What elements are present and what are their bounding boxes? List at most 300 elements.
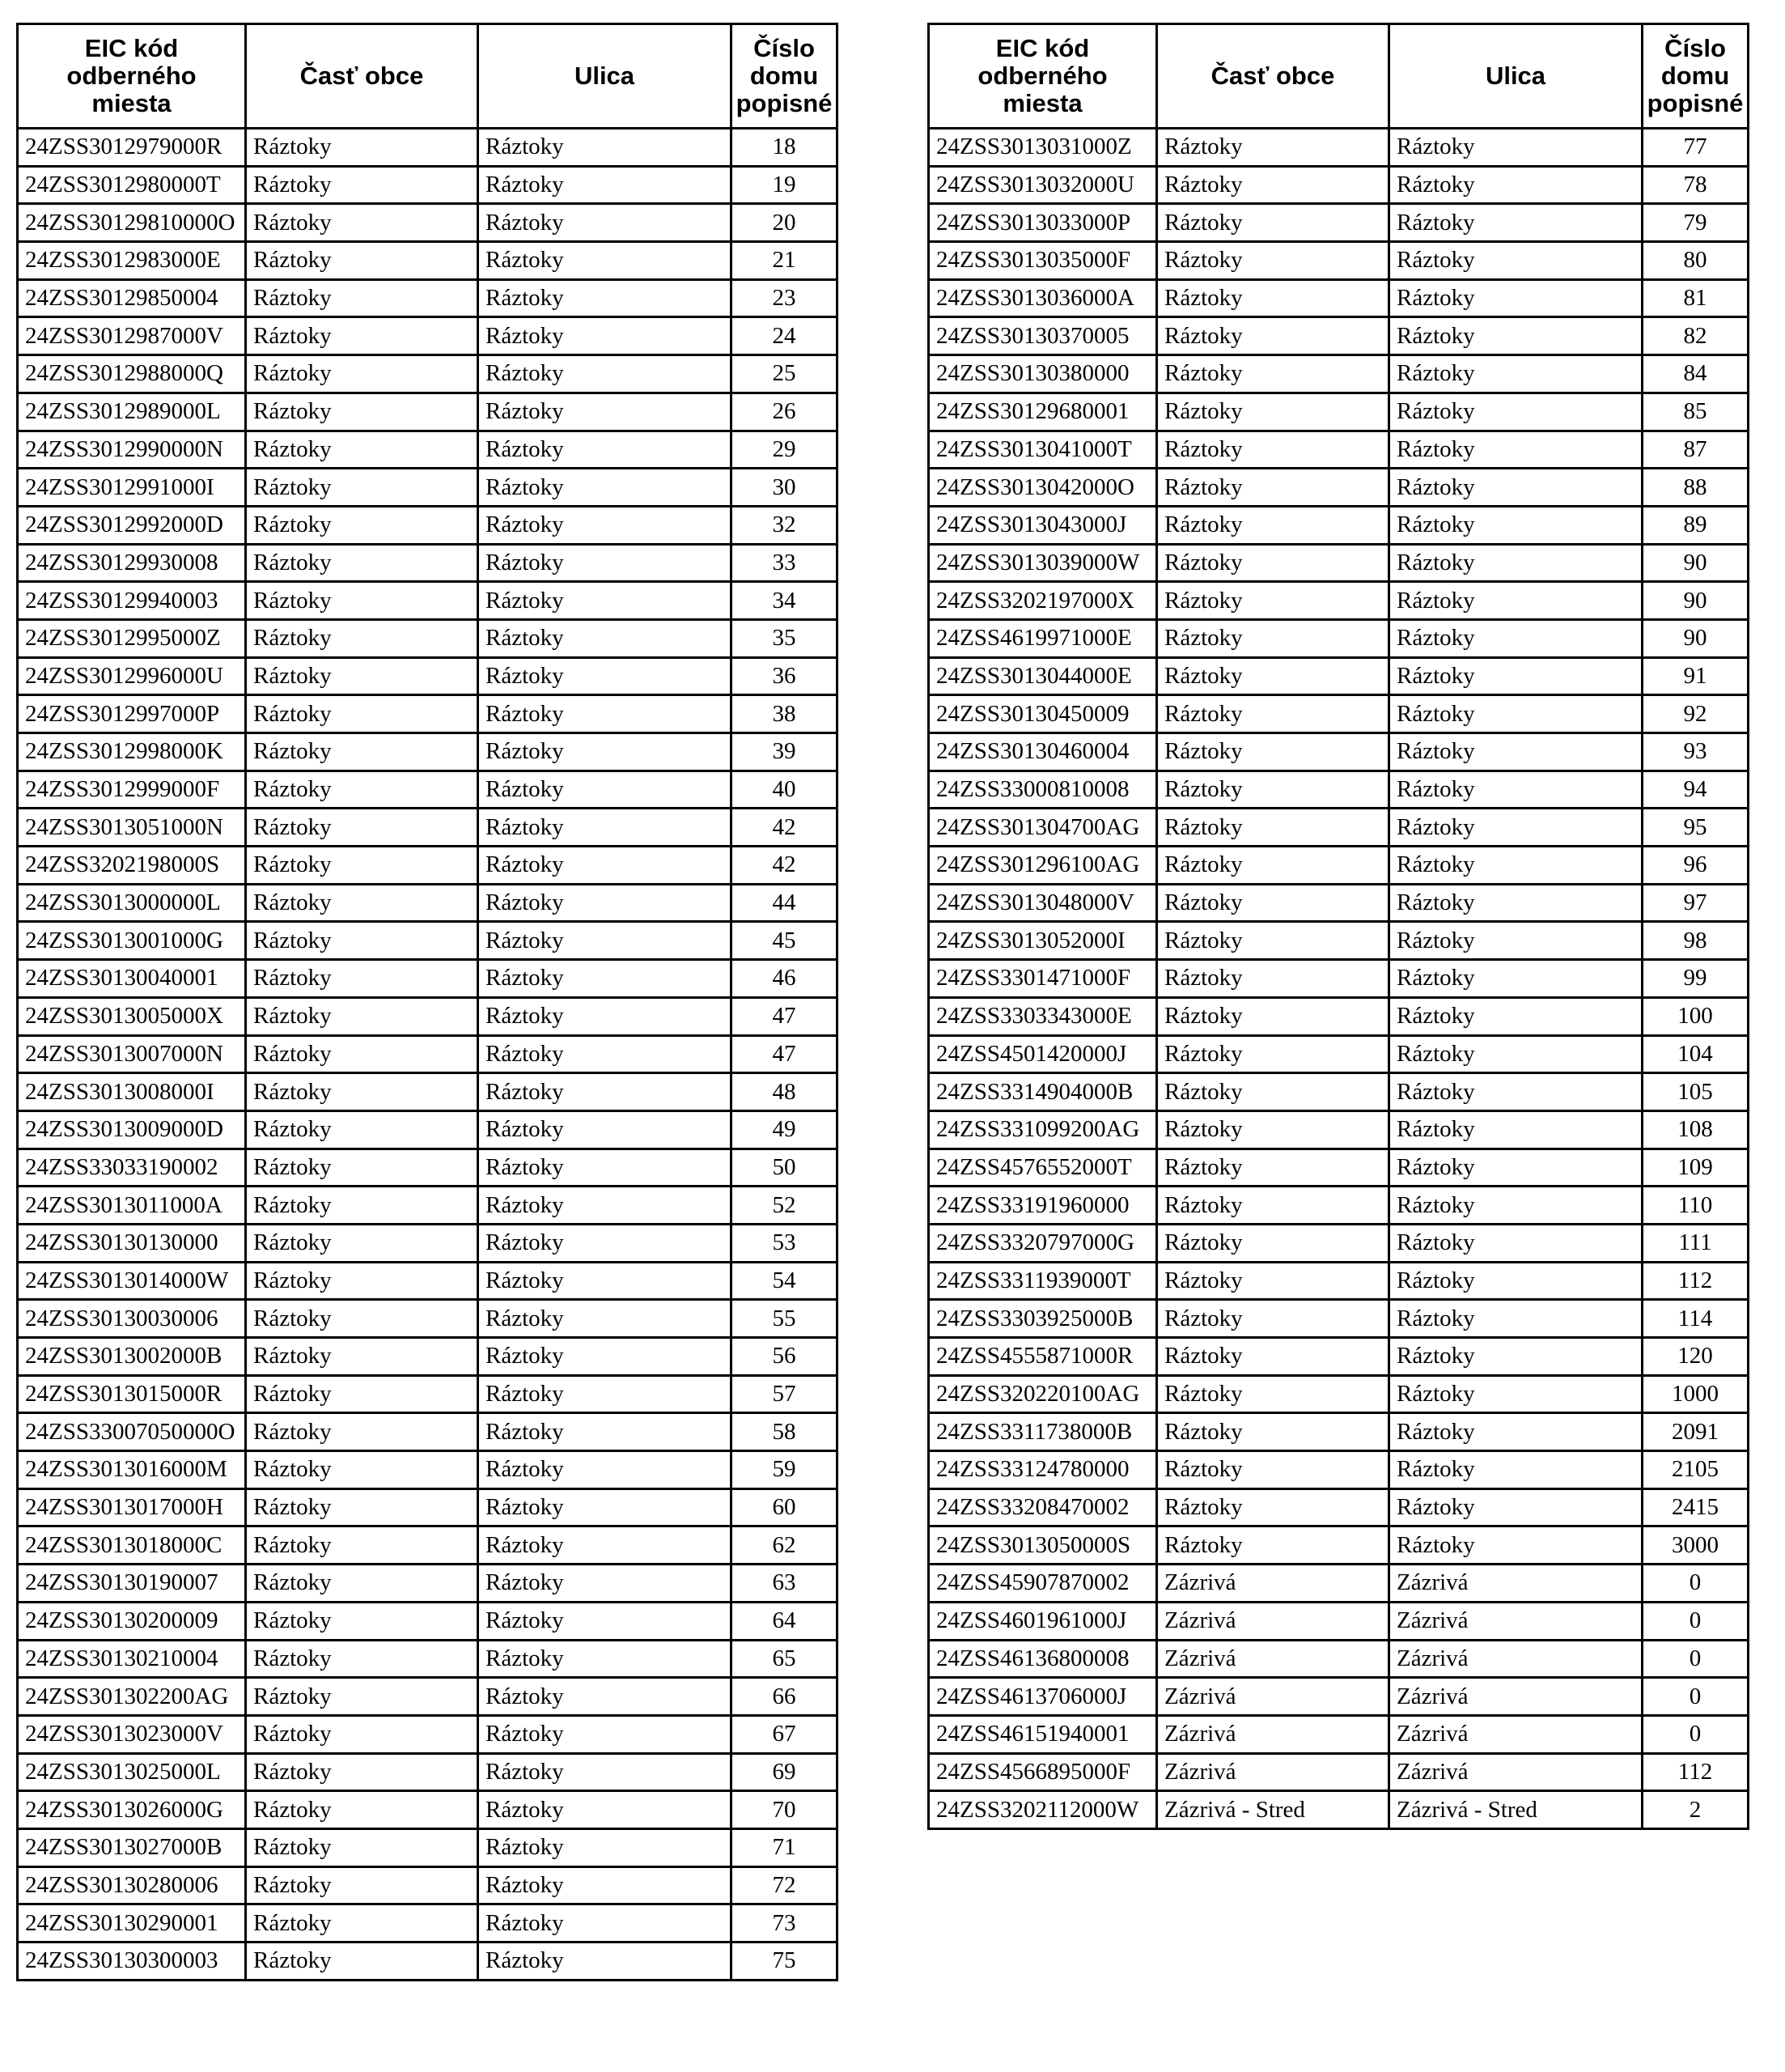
house-number-cell: 47 bbox=[731, 997, 837, 1035]
house-number-cell: 42 bbox=[731, 809, 837, 847]
eic-code-cell: 24ZSS3013018000C bbox=[18, 1526, 246, 1565]
header-part-of-town: Časť obce bbox=[1157, 24, 1389, 129]
part-of-town-cell: Ráztoky bbox=[1157, 695, 1389, 733]
street-cell: Ráztoky bbox=[1389, 619, 1643, 657]
part-of-town-cell: Zázrivá bbox=[1157, 1753, 1389, 1791]
house-number-cell: 114 bbox=[1643, 1300, 1749, 1338]
table-row bbox=[929, 1262, 1749, 1300]
eic-code-cell: 24ZSS30129680001 bbox=[929, 393, 1157, 431]
table-row bbox=[18, 355, 837, 393]
table-row bbox=[929, 279, 1749, 317]
street-cell: Ráztoky bbox=[1389, 317, 1643, 355]
street-cell: Ráztoky bbox=[1389, 1224, 1643, 1262]
eic-code-cell: 24ZSS3013033000P bbox=[929, 204, 1157, 242]
table-row bbox=[929, 1035, 1749, 1073]
house-number-cell: 29 bbox=[731, 431, 837, 469]
part-of-town-cell: Ráztoky bbox=[1157, 204, 1389, 242]
eic-code-cell: 24ZSS3013025000L bbox=[18, 1753, 246, 1791]
house-number-cell: 91 bbox=[1643, 657, 1749, 695]
house-number-cell: 36 bbox=[731, 657, 837, 695]
eic-code-cell: 24ZSS3013001000G bbox=[18, 922, 246, 960]
street-cell: Ráztoky bbox=[1389, 1149, 1643, 1187]
header-part-of-town: Časť obce bbox=[246, 24, 478, 129]
part-of-town-cell: Ráztoky bbox=[1157, 1338, 1389, 1376]
street-cell: Ráztoky bbox=[478, 695, 731, 733]
part-of-town-cell: Ráztoky bbox=[1157, 1488, 1389, 1526]
header-eic-code: EIC kód odberného miesta bbox=[929, 24, 1157, 129]
part-of-town-cell: Ráztoky bbox=[1157, 809, 1389, 847]
part-of-town-cell: Ráztoky bbox=[246, 733, 478, 771]
part-of-town-cell: Ráztoky bbox=[246, 1565, 478, 1603]
part-of-town-cell: Zázrivá bbox=[1157, 1602, 1389, 1640]
eic-code-cell: 24ZSS30130280006 bbox=[18, 1866, 246, 1904]
house-number-cell: 46 bbox=[731, 960, 837, 998]
house-number-cell: 3000 bbox=[1643, 1526, 1749, 1565]
eic-code-cell: 24ZSS3012979000R bbox=[18, 129, 246, 167]
house-number-cell: 44 bbox=[731, 884, 837, 922]
street-cell: Ráztoky bbox=[478, 1073, 731, 1111]
eic-code-cell: 24ZSS301302200AG bbox=[18, 1678, 246, 1716]
part-of-town-cell: Ráztoky bbox=[1157, 279, 1389, 317]
house-number-cell: 34 bbox=[731, 582, 837, 620]
eic-code-cell: 24ZSS30130370005 bbox=[929, 317, 1157, 355]
table-row bbox=[18, 922, 837, 960]
house-number-cell: 95 bbox=[1643, 809, 1749, 847]
part-of-town-cell: Ráztoky bbox=[246, 393, 478, 431]
eic-code-cell: 24ZSS3013032000U bbox=[929, 166, 1157, 204]
table-row bbox=[18, 1753, 837, 1791]
table-row bbox=[18, 1715, 837, 1753]
street-cell: Ráztoky bbox=[1389, 809, 1643, 847]
street-cell: Ráztoky bbox=[478, 1262, 731, 1300]
eic-code-cell: 24ZSS3013043000J bbox=[929, 506, 1157, 544]
house-number-cell: 73 bbox=[731, 1904, 837, 1942]
part-of-town-cell: Ráztoky bbox=[1157, 1073, 1389, 1111]
street-cell: Ráztoky bbox=[478, 1602, 731, 1640]
street-cell: Ráztoky bbox=[1389, 657, 1643, 695]
house-number-cell: 71 bbox=[731, 1828, 837, 1866]
street-cell: Ráztoky bbox=[478, 847, 731, 885]
table-row bbox=[18, 1338, 837, 1376]
part-of-town-cell: Ráztoky bbox=[246, 619, 478, 657]
part-of-town-cell: Ráztoky bbox=[246, 1262, 478, 1300]
eic-code-cell: 24ZSS3013051000N bbox=[18, 809, 246, 847]
table-row bbox=[18, 619, 837, 657]
table-row bbox=[929, 166, 1749, 204]
part-of-town-cell: Ráztoky bbox=[1157, 847, 1389, 885]
part-of-town-cell: Ráztoky bbox=[246, 771, 478, 809]
house-number-cell: 63 bbox=[731, 1565, 837, 1603]
table-row bbox=[929, 1488, 1749, 1526]
eic-code-cell: 24ZSS3013005000X bbox=[18, 997, 246, 1035]
house-number-cell: 1000 bbox=[1643, 1375, 1749, 1413]
house-number-cell: 99 bbox=[1643, 960, 1749, 998]
table-row bbox=[929, 317, 1749, 355]
house-number-cell: 81 bbox=[1643, 279, 1749, 317]
house-number-cell: 2415 bbox=[1643, 1488, 1749, 1526]
street-cell: Ráztoky bbox=[478, 1035, 731, 1073]
eic-code-cell: 24ZSS3012998000K bbox=[18, 733, 246, 771]
table-row bbox=[929, 393, 1749, 431]
eic-code-cell: 24ZSS3013015000R bbox=[18, 1375, 246, 1413]
eic-code-cell: 24ZSS3013048000V bbox=[929, 884, 1157, 922]
eic-code-cell: 24ZSS30130380000 bbox=[929, 355, 1157, 393]
part-of-town-cell: Ráztoky bbox=[246, 960, 478, 998]
street-cell: Ráztoky bbox=[1389, 355, 1643, 393]
street-cell: Ráztoky bbox=[478, 997, 731, 1035]
table-row bbox=[18, 582, 837, 620]
house-number-cell: 90 bbox=[1643, 544, 1749, 582]
eic-code-cell: 24ZSS3013014000W bbox=[18, 1262, 246, 1300]
street-cell: Ráztoky bbox=[478, 1488, 731, 1526]
house-number-cell: 42 bbox=[731, 847, 837, 885]
table-row bbox=[18, 1300, 837, 1338]
eic-code-cell: 24ZSS33033190002 bbox=[18, 1149, 246, 1187]
eic-code-cell: 24ZSS33007050000O bbox=[18, 1413, 246, 1451]
eic-table-left bbox=[16, 23, 838, 1981]
eic-code-cell: 24ZSS3013026000G bbox=[18, 1791, 246, 1829]
street-cell: Ráztoky bbox=[478, 166, 731, 204]
table-row bbox=[929, 733, 1749, 771]
table-row bbox=[929, 1526, 1749, 1565]
street-cell: Ráztoky bbox=[478, 1413, 731, 1451]
table-row bbox=[929, 1791, 1749, 1829]
part-of-town-cell: Ráztoky bbox=[1157, 506, 1389, 544]
part-of-town-cell: Ráztoky bbox=[1157, 771, 1389, 809]
eic-code-cell: 24ZSS3013041000T bbox=[929, 431, 1157, 469]
eic-code-cell: 24ZSS3013031000Z bbox=[929, 129, 1157, 167]
part-of-town-cell: Zázrivá bbox=[1157, 1678, 1389, 1716]
house-number-cell: 45 bbox=[731, 922, 837, 960]
part-of-town-cell: Ráztoky bbox=[246, 129, 478, 167]
house-number-cell: 62 bbox=[731, 1526, 837, 1565]
street-cell: Zázrivá bbox=[1389, 1715, 1643, 1753]
table-row bbox=[18, 393, 837, 431]
header-row bbox=[929, 24, 1749, 129]
part-of-town-cell: Zázrivá - Stred bbox=[1157, 1791, 1389, 1829]
header-house-number: Číslo domu popisné bbox=[1643, 24, 1749, 129]
house-number-cell: 25 bbox=[731, 355, 837, 393]
table-body-right bbox=[929, 129, 1749, 1829]
table-row bbox=[929, 1300, 1749, 1338]
part-of-town-cell: Ráztoky bbox=[246, 1073, 478, 1111]
eic-code-cell: 24ZSS3303925000B bbox=[929, 1300, 1157, 1338]
eic-code-cell: 24ZSS3013052000I bbox=[929, 922, 1157, 960]
eic-code-cell: 24ZSS3013023000V bbox=[18, 1715, 246, 1753]
street-cell: Ráztoky bbox=[478, 544, 731, 582]
table-row bbox=[929, 1451, 1749, 1489]
house-number-cell: 0 bbox=[1643, 1602, 1749, 1640]
house-number-cell: 0 bbox=[1643, 1715, 1749, 1753]
table-row bbox=[929, 1602, 1749, 1640]
part-of-town-cell: Ráztoky bbox=[1157, 1187, 1389, 1225]
table-row bbox=[929, 582, 1749, 620]
street-cell: Ráztoky bbox=[1389, 1451, 1643, 1489]
part-of-town-cell: Ráztoky bbox=[1157, 544, 1389, 582]
part-of-town-cell: Zázrivá bbox=[1157, 1640, 1389, 1678]
street-cell: Ráztoky bbox=[478, 1565, 731, 1603]
eic-code-cell: 24ZSS3013039000W bbox=[929, 544, 1157, 582]
eic-code-cell: 24ZSS4576552000T bbox=[929, 1149, 1157, 1187]
street-cell: Ráztoky bbox=[1389, 1338, 1643, 1376]
street-cell: Ráztoky bbox=[1389, 1413, 1643, 1451]
part-of-town-cell: Ráztoky bbox=[246, 657, 478, 695]
house-number-cell: 67 bbox=[731, 1715, 837, 1753]
street-cell: Zázrivá bbox=[1389, 1640, 1643, 1678]
street-cell: Zázrivá bbox=[1389, 1753, 1643, 1791]
house-number-cell: 100 bbox=[1643, 997, 1749, 1035]
street-cell: Zázrivá bbox=[1389, 1565, 1643, 1603]
eic-code-cell: 24ZSS30130130000 bbox=[18, 1224, 246, 1262]
part-of-town-cell: Ráztoky bbox=[246, 242, 478, 280]
house-number-cell: 97 bbox=[1643, 884, 1749, 922]
table-row bbox=[18, 1488, 837, 1526]
eic-code-cell: 24ZSS3013009000D bbox=[18, 1110, 246, 1149]
part-of-town-cell: Ráztoky bbox=[1157, 1149, 1389, 1187]
house-number-cell: 120 bbox=[1643, 1338, 1749, 1376]
eic-code-cell: 24ZSS30129810000O bbox=[18, 204, 246, 242]
house-number-cell: 108 bbox=[1643, 1110, 1749, 1149]
street-cell: Ráztoky bbox=[478, 809, 731, 847]
street-cell: Ráztoky bbox=[1389, 922, 1643, 960]
house-number-cell: 90 bbox=[1643, 582, 1749, 620]
table-row bbox=[18, 1375, 837, 1413]
table-row bbox=[18, 847, 837, 885]
table-row bbox=[18, 1110, 837, 1149]
part-of-town-cell: Ráztoky bbox=[246, 317, 478, 355]
house-number-cell: 72 bbox=[731, 1866, 837, 1904]
street-cell: Ráztoky bbox=[1389, 733, 1643, 771]
table-row bbox=[929, 1715, 1749, 1753]
part-of-town-cell: Ráztoky bbox=[246, 1338, 478, 1376]
eic-code-cell: 24ZSS4501420000J bbox=[929, 1035, 1157, 1073]
part-of-town-cell: Ráztoky bbox=[246, 506, 478, 544]
street-cell: Ráztoky bbox=[478, 469, 731, 507]
street-cell: Ráztoky bbox=[1389, 1073, 1643, 1111]
part-of-town-cell: Ráztoky bbox=[1157, 1110, 1389, 1149]
house-number-cell: 96 bbox=[1643, 847, 1749, 885]
street-cell: Ráztoky bbox=[1389, 695, 1643, 733]
house-number-cell: 50 bbox=[731, 1149, 837, 1187]
eic-code-cell: 24ZSS3012991000I bbox=[18, 469, 246, 507]
house-number-cell: 69 bbox=[731, 1753, 837, 1791]
table-row bbox=[18, 469, 837, 507]
table-row bbox=[18, 1565, 837, 1603]
eic-code-cell: 24ZSS3012987000V bbox=[18, 317, 246, 355]
street-cell: Ráztoky bbox=[478, 1678, 731, 1716]
house-number-cell: 2091 bbox=[1643, 1413, 1749, 1451]
eic-code-cell: 24ZSS3013017000H bbox=[18, 1488, 246, 1526]
street-cell: Ráztoky bbox=[478, 1942, 731, 1981]
part-of-town-cell: Ráztoky bbox=[1157, 1224, 1389, 1262]
table-row bbox=[929, 204, 1749, 242]
part-of-town-cell: Ráztoky bbox=[246, 1791, 478, 1829]
table-row bbox=[18, 506, 837, 544]
house-number-cell: 57 bbox=[731, 1375, 837, 1413]
eic-code-cell: 24ZSS3013000000L bbox=[18, 884, 246, 922]
part-of-town-cell: Ráztoky bbox=[246, 544, 478, 582]
table-row bbox=[18, 1451, 837, 1489]
house-number-cell: 70 bbox=[731, 1791, 837, 1829]
street-cell: Ráztoky bbox=[1389, 582, 1643, 620]
street-cell: Ráztoky bbox=[478, 1526, 731, 1565]
eic-code-cell: 24ZSS3320797000G bbox=[929, 1224, 1157, 1262]
part-of-town-cell: Ráztoky bbox=[246, 1753, 478, 1791]
house-number-cell: 112 bbox=[1643, 1262, 1749, 1300]
street-cell: Ráztoky bbox=[1389, 1300, 1643, 1338]
eic-code-cell: 24ZSS33124780000 bbox=[929, 1451, 1157, 1489]
house-number-cell: 112 bbox=[1643, 1753, 1749, 1791]
table-row bbox=[18, 657, 837, 695]
street-cell: Ráztoky bbox=[1389, 129, 1643, 167]
street-cell: Ráztoky bbox=[478, 1753, 731, 1791]
table-row bbox=[18, 1828, 837, 1866]
street-cell: Ráztoky bbox=[478, 1640, 731, 1678]
house-number-cell: 88 bbox=[1643, 469, 1749, 507]
table-row bbox=[18, 242, 837, 280]
street-cell: Ráztoky bbox=[478, 1224, 731, 1262]
part-of-town-cell: Ráztoky bbox=[1157, 1413, 1389, 1451]
table-row bbox=[929, 1110, 1749, 1149]
eic-code-cell: 24ZSS33191960000 bbox=[929, 1187, 1157, 1225]
part-of-town-cell: Ráztoky bbox=[246, 1942, 478, 1981]
table-row bbox=[929, 242, 1749, 280]
part-of-town-cell: Ráztoky bbox=[1157, 960, 1389, 998]
house-number-cell: 85 bbox=[1643, 393, 1749, 431]
house-number-cell: 60 bbox=[731, 1488, 837, 1526]
eic-code-cell: 24ZSS30130210004 bbox=[18, 1640, 246, 1678]
table-row bbox=[18, 1904, 837, 1942]
house-number-cell: 26 bbox=[731, 393, 837, 431]
street-cell: Ráztoky bbox=[478, 960, 731, 998]
eic-code-cell: 24ZSS3013050000S bbox=[929, 1526, 1157, 1565]
part-of-town-cell: Ráztoky bbox=[1157, 922, 1389, 960]
street-cell: Ráztoky bbox=[478, 1866, 731, 1904]
table-row bbox=[929, 960, 1749, 998]
house-number-cell: 92 bbox=[1643, 695, 1749, 733]
street-cell: Ráztoky bbox=[478, 279, 731, 317]
house-number-cell: 21 bbox=[731, 242, 837, 280]
house-number-cell: 110 bbox=[1643, 1187, 1749, 1225]
table-row bbox=[929, 1149, 1749, 1187]
part-of-town-cell: Ráztoky bbox=[246, 1640, 478, 1678]
part-of-town-cell: Ráztoky bbox=[246, 847, 478, 885]
eic-code-cell: 24ZSS30130030006 bbox=[18, 1300, 246, 1338]
part-of-town-cell: Ráztoky bbox=[246, 884, 478, 922]
house-number-cell: 66 bbox=[731, 1678, 837, 1716]
eic-code-cell: 24ZSS3202198000S bbox=[18, 847, 246, 885]
eic-code-cell: 24ZSS30130040001 bbox=[18, 960, 246, 998]
street-cell: Ráztoky bbox=[478, 129, 731, 167]
eic-code-cell: 24ZSS30130450009 bbox=[929, 695, 1157, 733]
header-house-number: Číslo domu popisné bbox=[731, 24, 837, 129]
header-street: Ulica bbox=[478, 24, 731, 129]
street-cell: Ráztoky bbox=[1389, 166, 1643, 204]
eic-code-cell: 24ZSS3314904000B bbox=[929, 1073, 1157, 1111]
part-of-town-cell: Ráztoky bbox=[246, 1715, 478, 1753]
house-number-cell: 23 bbox=[731, 279, 837, 317]
eic-code-cell: 24ZSS46136800008 bbox=[929, 1640, 1157, 1678]
part-of-town-cell: Ráztoky bbox=[246, 1413, 478, 1451]
house-number-cell: 58 bbox=[731, 1413, 837, 1451]
street-cell: Ráztoky bbox=[1389, 1110, 1643, 1149]
street-cell: Ráztoky bbox=[1389, 1526, 1643, 1565]
part-of-town-cell: Ráztoky bbox=[246, 695, 478, 733]
street-cell: Ráztoky bbox=[1389, 506, 1643, 544]
house-number-cell: 0 bbox=[1643, 1678, 1749, 1716]
house-number-cell: 2105 bbox=[1643, 1451, 1749, 1489]
street-cell: Ráztoky bbox=[478, 242, 731, 280]
table-row bbox=[929, 469, 1749, 507]
table-row bbox=[929, 1678, 1749, 1716]
part-of-town-cell: Ráztoky bbox=[246, 279, 478, 317]
table-row bbox=[18, 279, 837, 317]
table-row bbox=[929, 1565, 1749, 1603]
eic-code-cell: 24ZSS30130190007 bbox=[18, 1565, 246, 1603]
house-number-cell: 55 bbox=[731, 1300, 837, 1338]
eic-code-cell: 24ZSS3013036000A bbox=[929, 279, 1157, 317]
street-cell: Ráztoky bbox=[478, 355, 731, 393]
part-of-town-cell: Ráztoky bbox=[1157, 393, 1389, 431]
eic-code-cell: 24ZSS3202197000X bbox=[929, 582, 1157, 620]
house-number-cell: 38 bbox=[731, 695, 837, 733]
house-number-cell: 0 bbox=[1643, 1565, 1749, 1603]
part-of-town-cell: Zázrivá bbox=[1157, 1565, 1389, 1603]
house-number-cell: 65 bbox=[731, 1640, 837, 1678]
part-of-town-cell: Ráztoky bbox=[246, 355, 478, 393]
house-number-cell: 52 bbox=[731, 1187, 837, 1225]
table-row bbox=[18, 1526, 837, 1565]
street-cell: Ráztoky bbox=[1389, 544, 1643, 582]
street-cell: Ráztoky bbox=[1389, 960, 1643, 998]
eic-code-cell: 24ZSS30130300003 bbox=[18, 1942, 246, 1981]
part-of-town-cell: Ráztoky bbox=[246, 1375, 478, 1413]
street-cell: Ráztoky bbox=[478, 1187, 731, 1225]
header-street: Ulica bbox=[1389, 24, 1643, 129]
eic-code-cell: 24ZSS4619971000E bbox=[929, 619, 1157, 657]
street-cell: Ráztoky bbox=[478, 1828, 731, 1866]
part-of-town-cell: Ráztoky bbox=[1157, 1526, 1389, 1565]
eic-code-cell: 24ZSS4555871000R bbox=[929, 1338, 1157, 1376]
part-of-town-cell: Ráztoky bbox=[1157, 1262, 1389, 1300]
eic-code-cell: 24ZSS30129940003 bbox=[18, 582, 246, 620]
house-number-cell: 20 bbox=[731, 204, 837, 242]
house-number-cell: 47 bbox=[731, 1035, 837, 1073]
street-cell: Ráztoky bbox=[478, 506, 731, 544]
house-number-cell: 54 bbox=[731, 1262, 837, 1300]
house-number-cell: 93 bbox=[1643, 733, 1749, 771]
part-of-town-cell: Zázrivá bbox=[1157, 1715, 1389, 1753]
table-row bbox=[18, 1224, 837, 1262]
eic-code-cell: 24ZSS3012996000U bbox=[18, 657, 246, 695]
eic-code-cell: 24ZSS3013044000E bbox=[929, 657, 1157, 695]
street-cell: Ráztoky bbox=[1389, 1035, 1643, 1073]
house-number-cell: 40 bbox=[731, 771, 837, 809]
part-of-town-cell: Ráztoky bbox=[1157, 619, 1389, 657]
table-row bbox=[929, 657, 1749, 695]
eic-code-cell: 24ZSS3013002000B bbox=[18, 1338, 246, 1376]
street-cell: Ráztoky bbox=[1389, 469, 1643, 507]
street-cell: Ráztoky bbox=[1389, 242, 1643, 280]
eic-code-cell: 24ZSS45907870002 bbox=[929, 1565, 1157, 1603]
part-of-town-cell: Ráztoky bbox=[1157, 657, 1389, 695]
street-cell: Ráztoky bbox=[478, 733, 731, 771]
street-cell: Zázrivá bbox=[1389, 1602, 1643, 1640]
street-cell: Ráztoky bbox=[1389, 847, 1643, 885]
part-of-town-cell: Ráztoky bbox=[1157, 997, 1389, 1035]
house-number-cell: 33 bbox=[731, 544, 837, 582]
street-cell: Ráztoky bbox=[1389, 1262, 1643, 1300]
